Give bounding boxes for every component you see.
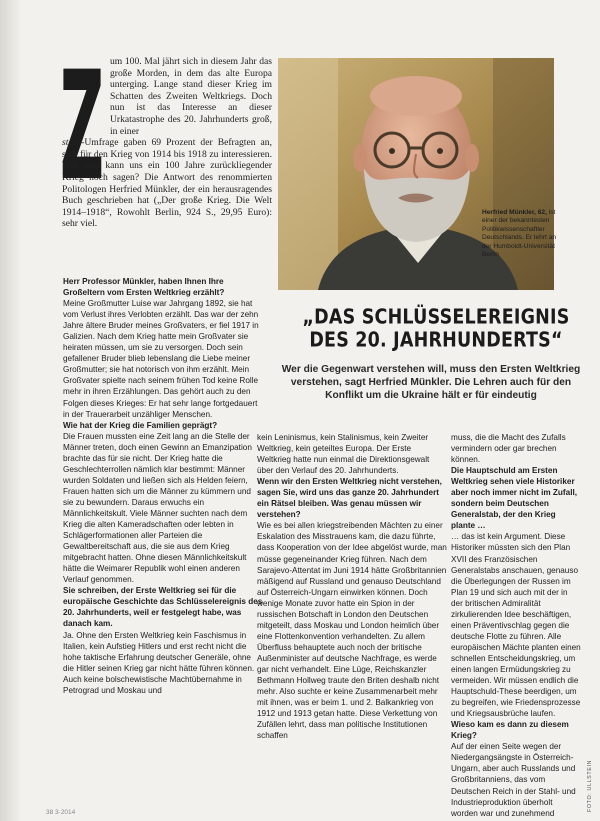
- answer: Die Frauen mussten eine Zeit lang an die Stelle der Männer treten, doch einen Gewinn an Emanzipation brachte das für sie nicht. Der Krieg hatte die Geschlechterrollen nämlich klar bestimmt: Männer wurden Soldaten und ließen sich als Helden feiern, Frauen hatten sich um die Männer zu kümmern und sie zu bewundern. Daraus erwuchs ein Männlichkeitskult. Viele Männer suchten nach dem Krieg die alten Kameradschaften oder lebten in Schlägerformationen aller Parteien die Gewaltbereitschaft aus, die sie aus dem Krieg mitgebracht hatten. Ohne diesen Männlichkeitskult hätte die Weimarer Republik wohl einen anderen Verlauf genommen.: [63, 431, 252, 585]
- answer: Ja. Ohne den Ersten Weltkrieg kein Faschismus in Italien, kein Aufstieg Hitlers und erst recht nicht die hohe taktische Erfahrung deutscher Generäle, ohne die Hitler seinen Krieg gar nicht hätte führen können. Auch keine bolschewistische Machtübernahme in Petrograd und Moskau und: [63, 630, 255, 695]
- column-left: [63, 276, 263, 696]
- intro-text-b: -Umfrage gaben 69 Prozent der Befragten an, sich für den Krieg von 1914 bis 1918 zu interessieren. Was aber kann uns ein 100 Jahre zurückliegender Krieg noch sagen? Die Antwort des renommierten Politologen Herfried Münkler, der ein herausragendes Buch geschrieben hat („Der große Krieg. Die Welt 1914–1918“, Rowohlt Berlin, 924 S., 29,95 Euro): sehr viel.: [62, 137, 272, 230]
- intro-text-a: um 100. Mal jährt sich in diesem Jahr das große Morden, in dem das alte Europa unterging. Lange stand dieser Krieg im Schatten des Zweiten Weltkriegs. Doch nun ist das Interesse an dieser Urkatastrophe des 20. Jahrhunderts groß, in einer: [110, 56, 272, 137]
- intro-stern-italic: stern: [62, 137, 82, 149]
- question: Die Hauptschuld am Ersten Weltkrieg sehen viele Historiker aber noch immer nicht im Zufall, sondern beim Deutschen Generalstab, der den Krieg plante …: [451, 466, 578, 531]
- photo-caption: [482, 209, 558, 259]
- caption-name: Herfried Münkler, 62,: [482, 209, 547, 216]
- answer: Wie es bei allen kriegstreibenden Mächten zu einer Eskalation des Misstrauens kam, die dazu führte, dass Kooperation von der Idee abgelöst wurde, man müsse gegeneinander Krieg führen. Nach dem Sarajevo-Attentat im Juni 1914 hätte Großbritannien mäßigend auf Russland und genauso Deutschland auf Österreich-Ungarn einwirken können. Doch wenige Monate zuvor hatte ein Spion in der russischen Botschaft in London den Deutschen mitgeteilt, dass Moskau und London heimlich über eine Flottenkonvention verhandelten. Zu allem Überfluss behauptete auch noch der britische Außenminister auf deutsche Nachfrage, es werde gar nicht verhandelt. Eine Lüge, Reichskanzler Bethmann Hollweg traute den Briten deshalb nicht mehr. Also suchte er keine Zusammenarbeit mehr mit ihnen, was er beim 1. und 2. Balkankrieg von 1912 und 1913 getan hatte. Diese Verkettung von Zufällen lehrt, dass man politische Institutionen schaffen: [257, 521, 447, 741]
- question: Sie schreiben, der Erste Weltkrieg sei für die europäische Geschichte das Schlüsselereignis des 20. Jahrhunderts, weil er festgelegt habe, was danach kam.: [63, 586, 263, 629]
- column-right: [451, 432, 581, 821]
- question: Wie hat der Krieg die Familien geprägt?: [63, 420, 218, 430]
- answer: … das ist kein Argument. Diese Historiker müssten sich den Plan XVII des Französischen Generalstabs anschauen, genauso die Überlegungen der Russen im Plan 19 und sich auch mit der in der britischen Admiralität zirkulierenden Idee beschäftigen, einen Präventivschlag gegen die deutsche Flotte zu führen. Alle europäischen Mächte planten einen schnellen Entscheidungskrieg, um einen langen Ermüdungskrieg zu vermeiden. Wir müssen endlich die Hauptschuld-These beerdigen, um zu begreifen, wie Friedensprozesse und Kriegsausbrüche laufen.: [451, 532, 581, 719]
- column-middle: [257, 432, 447, 741]
- question: Wenn wir den Ersten Weltkrieg nicht verstehen, sagen Sie, wird uns das ganze 20. Jahrhundert ein Rätsel bleiben. Was genau müssen wir verstehen?: [257, 477, 442, 520]
- photo-credit: FOTO: ULLSTEIN: [587, 759, 593, 812]
- headline: „DAS SCHLÜSSELEREIGNIS DES 20. JAHRHUNDERTS“: [302, 306, 570, 352]
- svg-text:Z: Z: [60, 60, 104, 190]
- answer: Meine Großmutter Luise war Jahrgang 1892, sie hat vom Verlust ihres Verlobten erzählt. Das war der zehn Jahre ältere Bruder meines Großvaters, er fiel 1917 in Galizien. Nach dem Krieg hatte mein Großvater sie heiraten müssen, um sie zu versorgen. Doch sein gefallener Bruder blieb lebenslang die Liebe meiner Großmutter; sie hat notorisch von ihm erzählt. Mein Großvater spielte nach seinem frühen Tod keine Rolle mehr in ihren Erzählungen. Das gehört auch zu den Folgen dieses Krieges: Er hat sehr lange fortgedauert in der Trauerarbeit unzähliger Menschen.: [63, 299, 259, 419]
- answer: kein Leninismus, kein Stalinismus, kein Zweiter Weltkrieg, kein geteiltes Europa. Der Erste Weltkrieg hatte nun einmal die Direktionsgewalt über den Verlauf des 20. Jahrhunderts.: [257, 433, 430, 476]
- question: Wieso kam es dann zu diesem Krieg?: [451, 720, 569, 741]
- caption-text: ist einer der bekanntesten Politikwissenschaftler Deutschlands. Er lehrt an der Humboldt-Universität Berlin: [482, 209, 557, 259]
- answer: Auf der einen Seite wegen der Niedergangsängste in Österreich-Ungarn, aber auch Russlands und Großbritanniens, das vom Deutschen Reich in der Stahl- und Industrieproduktion überholt worden war und zunehmend: [451, 742, 576, 818]
- page-number: 38 3·2014: [46, 809, 76, 816]
- intro-paragraph: [62, 56, 272, 230]
- subheadline: Wer die Gegenwart verstehen will, muss den Ersten Weltkrieg verstehen, sagt Herfried Münkler. Die Lehren auch für den Konflikt um die Ukraine hält er für eindeutig: [281, 364, 581, 402]
- question: Herr Professor Münkler, haben Ihnen Ihre Großeltern vom Ersten Weltkrieg erzählt?: [63, 277, 225, 298]
- page-gutter-shadow: [0, 0, 22, 821]
- answer: muss, die die Macht des Zufalls vermindern oder gar brechen können.: [451, 433, 566, 465]
